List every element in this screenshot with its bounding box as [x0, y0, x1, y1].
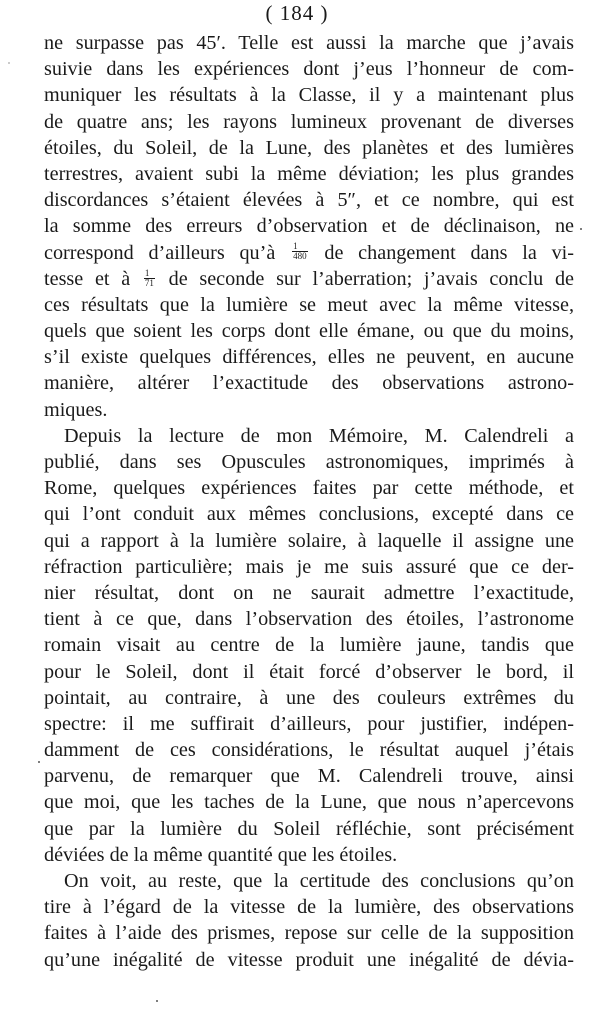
text-line [44, 266, 574, 292]
text-line: que par la lumière du Soleil réfléchie, sont précisément [44, 817, 574, 840]
text-line: suivie dans les expériences dont j’eus l’honneur de com- [44, 58, 574, 81]
text-line: Depuis la lecture de mon Mémoire, M. Calendreli a [64, 424, 574, 447]
text-line: pointait, au contraire, à une des couleurs extrêmes du [44, 686, 574, 709]
text-line: terrestres, avaient subi la même déviation; les plus grandes [44, 162, 574, 185]
text-line: parvenu, de remarquer que M. Calendreli trouve, ainsi [44, 765, 574, 788]
text-line: qui a rapport à la lumière solaire, à laquelle il assigne une [44, 529, 574, 552]
text-line: de quatre ans; les rayons lumineux provenant de diverses [44, 110, 574, 133]
text-line: tire à l’égard de la vitesse de la lumière, des observations [44, 896, 574, 919]
fraction-denominator: 480 [293, 251, 307, 262]
fraction-numerator: 1 [144, 269, 155, 279]
text-segment: de seconde sur l’aberration; j’avais conclu de [168, 267, 574, 290]
fraction-denominator: 71 [144, 277, 154, 288]
text-line: publié, dans ses Opuscules astronomiques, imprimés à [44, 451, 574, 473]
text-line: réfraction particulière; mais je me suis assuré que ce der- [44, 555, 574, 578]
text-line: manière, altérer l’exactitude des observations astrono- [44, 372, 574, 395]
text-segment: correspond d’ailleurs qu’à [44, 241, 276, 264]
text-line: Rome, quelques expériences faites par cette méthode, et [44, 477, 574, 500]
text-line: la somme des erreurs d’observation et de déclinaison, ne [44, 215, 574, 238]
text-segment: tesse et à [44, 267, 131, 290]
text-line: damment de ces considérations, le résultat auquel j’étais [44, 739, 574, 762]
text-line: déviées de la même quantité que les étoiles. [44, 843, 398, 866]
text-line [44, 240, 574, 266]
text-line: romain visait au centre de la lumière jaune, tandis que [44, 634, 574, 657]
text-line: tient à ce que, dans l’observation des étoiles, l’astronome [44, 608, 574, 631]
text-line: étoiles, du Soleil, de la Lune, des planètes et des lumières [44, 136, 574, 159]
text-line: qui l’ont conduit aux mêmes conclusions, excepté dans ce [44, 503, 574, 526]
page-number: ( 184 ) [265, 1, 329, 25]
text-line: que moi, que les taches de la Lune, que nous n’apercevons [44, 791, 574, 814]
text-line: discordances s’étaient élevées à 5″, et ce nombre, qui est [44, 189, 574, 212]
print-speck [580, 228, 582, 230]
text-line: faites à l’aide des prismes, repose sur celle de la supposition [44, 922, 574, 945]
text-line: ces résultats que la lumière se meut avec la même vitesse, [44, 293, 574, 316]
text-line: On voit, au reste, que la certitude des conclusions qu’on [64, 870, 574, 892]
text-line: spectre: il me suffirait d’ailleurs, pour justifier, indépen- [44, 712, 574, 735]
text-line: muniquer les résultats à la Classe, il y a maintenant plus [44, 84, 574, 107]
text-line: miques. [44, 398, 108, 421]
text-line: nier résultat, dont on ne saurait admettre l’exactitude, [44, 581, 574, 604]
text-line: quels que soient les corps dont elle émane, ou que du moins, [44, 320, 574, 343]
body-text [44, 30, 574, 973]
fraction [292, 242, 308, 261]
fraction [144, 269, 155, 288]
fraction-numerator: 1 [292, 242, 308, 252]
print-speck [38, 761, 40, 763]
text-segment: de changement dans la vi- [324, 241, 574, 264]
text-line: pour le Soleil, dont il était forcé d’observer le bord, il [44, 660, 574, 683]
text-line: qu’une inégalité de vitesse produit une inégalité de dévia- [44, 948, 574, 971]
text-line: s’il existe quelques différences, elles ne peuvent, en aucune [44, 346, 574, 369]
print-speck [8, 62, 10, 64]
text-line: ne surpasse pas 45′. Telle est aussi la marche que j’avais [44, 32, 574, 54]
print-speck [156, 1000, 158, 1002]
